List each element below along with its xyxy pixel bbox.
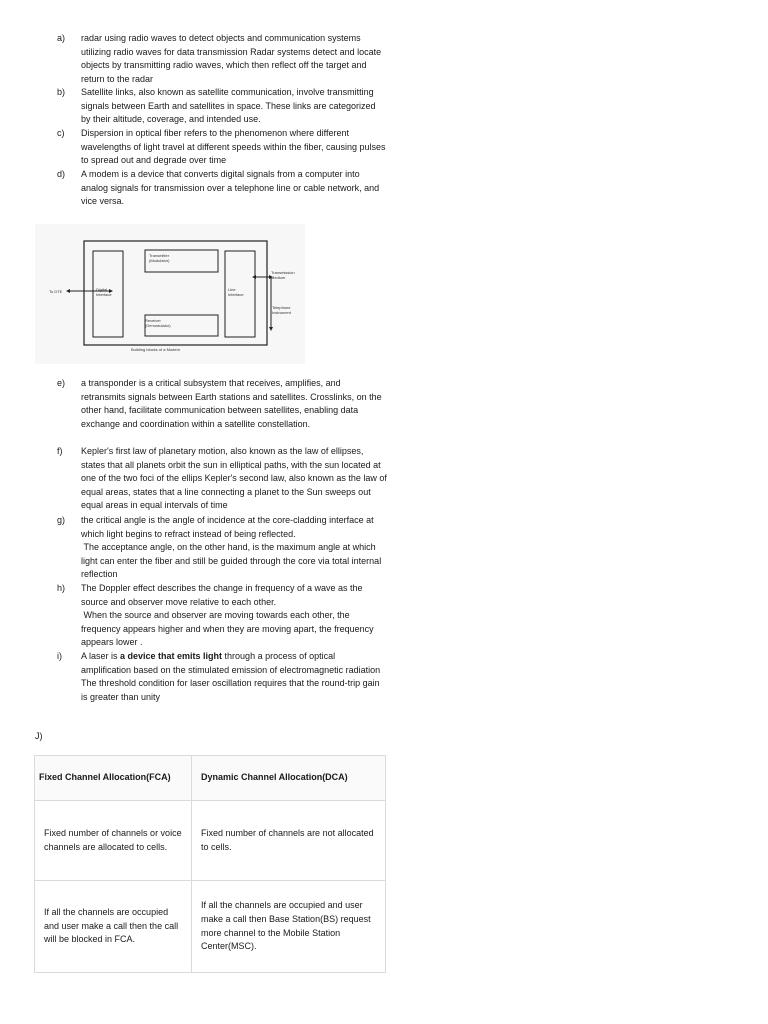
list-item-text [81,650,387,677]
list-item-text: Satellite links, also known as satellite communication, involve transmitting signals between Earth and satellites in space. These links are categorized by their altitude, coverage, and intended use. [81,87,376,125]
list-item-text: A modem is a device that converts digital signals from a computer into analog signals for transmission over a telephone line or cable network, and vice versa. [81,169,380,207]
list-item-g [57,514,387,582]
table-header-fca: Fixed Channel Allocation(FCA) [35,756,192,801]
table-row [35,881,386,973]
section-label-j: J) [35,731,43,741]
list-item-text: Kepler's first law of planetary motion, also known as the law of ellipses, states that all planets orbit the sun in elliptical paths, with the sun located at one of the two foci of the ellips Kepler's second law, also known as the law of equal areas, states that a line connecting a planet to the Sun sweeps out equal areas in equal intervals of time [81,446,387,511]
list-item-a [57,32,387,86]
list-marker: d) [57,169,66,179]
table-header-dca: Dynamic Channel Allocation(DCA) [192,756,386,801]
transmission-medium-label-2: Medium [271,275,286,280]
list-marker: c) [57,128,65,138]
list-item-c [57,127,387,168]
table-cell: Fixed number of channels or voice channels are allocated to cells. [35,801,192,881]
table-row [35,801,386,881]
list-marker: a) [57,33,66,43]
bold-text: a device that emits light [120,651,223,661]
list-marker: e) [57,378,66,388]
list-marker: h) [57,583,66,593]
channel-allocation-table [34,755,386,973]
transmitter-label-2: (Modulator) [149,258,170,263]
list-item-h [57,582,387,650]
receiver-label-2: (Demodulator) [145,323,171,328]
table-cell: If all the channels are occupied and user make a call then the call will be blocked in FCA. [35,881,192,973]
list-item-b [57,86,387,127]
modem-block-diagram [35,224,305,364]
list-item-text-continued: When the source and observer are moving towards each other, the frequency appears higher and when they are moving apart, the frequency appears lower . [81,610,377,648]
table-cell: Fixed number of channels are not allocated to cells. [192,801,386,881]
transmitter-label-1: Transmitter [149,253,170,258]
receiver-label-1: Receiver [145,318,161,323]
text-segment: A laser is [81,651,121,661]
list-item-text: The Doppler effect describes the change in frequency of a wave as the source and observer move relative to each other. [81,583,363,607]
list-marker: g) [57,515,66,525]
modem-diagram-svg [35,224,305,364]
digital-interface-label-1: Digital [96,287,108,292]
list-item-text: a transponder is a critical subsystem that receives, amplifies, and retransmits signals between Earth stations and satellites. Crosslinks, on the other hand, facilitate communication between satellites, enabling data exchange and coordination within a satellite constellation. [81,378,382,429]
text-segment: through a process of optical amplification based on the stimulated emission of electromagnetic radiation [81,651,381,675]
list-item-text: radar using radio waves to detect objects and communication systems utilizing radio waves for data transmission Radar systems detect and locate objects by transmitting radio waves, which then reflect off the target and return to the radar [81,33,382,84]
transmission-medium-label-1: Transmission [271,270,295,275]
to-dte-label: To DTE [49,289,63,294]
list-item-f [57,445,387,513]
list-marker: i) [57,651,62,661]
list-item-text: the critical angle is the angle of incidence at the core-cladding interface at which light begins to refract instead of being reflected. [81,515,374,539]
list-item-d [57,168,387,209]
list-item-text: Dispersion in optical fiber refers to the phenomenon where different wavelengths of light travel at different speeds within the fiber, causing pulses to spread out and degrade over time [81,128,386,166]
digital-interface-label-2: Interface [96,292,112,297]
table-cell: If all the channels are occupied and user make a call then Base Station(BS) request more channel to the Mobile Station Center(MSC). [192,881,386,973]
list-item-i [57,650,387,704]
list-marker: f) [57,446,63,456]
line-interface-label-1: Line [228,287,236,292]
list-item-text-continued: The acceptance angle, on the other hand, is the maximum angle at which light can enter the fiber and still be guided through the core via total internal reflection [81,542,384,580]
list-marker: b) [57,87,66,97]
table-header-row [35,756,386,801]
line-interface-label-2: Interface [228,292,244,297]
arrowhead [66,289,70,293]
list-item-text-continued: The threshold condition for laser oscillation requires that the round-trip gain is greater than unity [81,678,380,702]
list-item-e [57,377,387,431]
arrowhead [269,327,273,331]
figure-caption: Building blocks of a Modem [131,347,180,352]
arrowhead [252,275,256,279]
telephone-instrument-label-2: Instrument [272,310,291,315]
telephone-instrument-label-1: Telephone [272,305,291,310]
